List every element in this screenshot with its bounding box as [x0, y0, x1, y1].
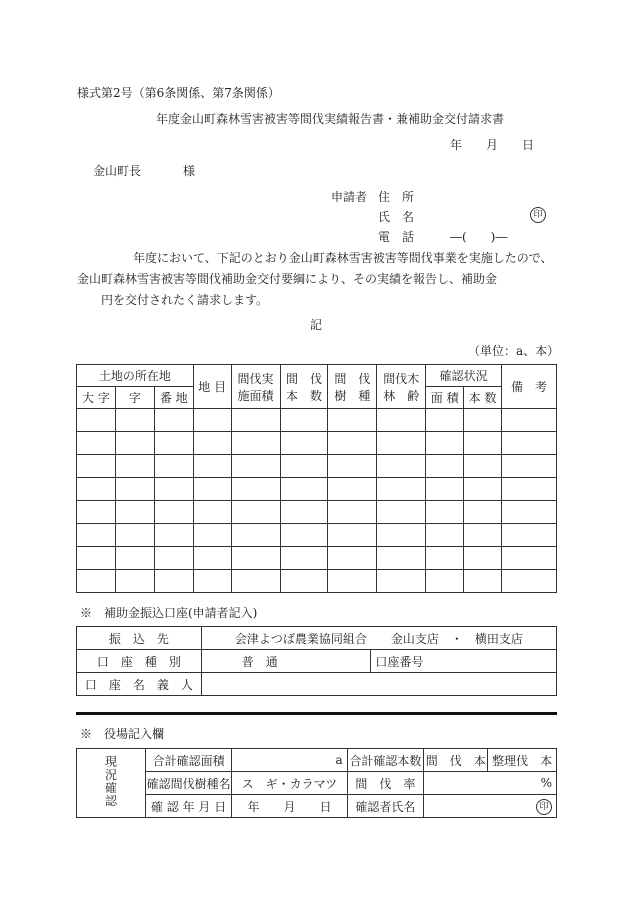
- seal-icon: 印: [530, 207, 546, 223]
- date-year: 年: [450, 138, 463, 152]
- account-number-cell[interactable]: [371, 650, 557, 673]
- address-label: 住 所: [378, 190, 415, 204]
- transfer-to-value: 会津よつば農業協同組合 金山支店 ・ 横田支店: [201, 627, 556, 650]
- confirm-area-header: 面 積: [426, 387, 464, 409]
- body-line-1: 年度において、下記のとおり金山町森林雪害被害等間伐事業を実施したので、: [133, 251, 553, 265]
- office-table: [76, 748, 557, 818]
- ki-label: 記: [310, 318, 323, 332]
- applicant-label: 申請者: [331, 190, 368, 204]
- seal-icon: 印: [536, 799, 552, 815]
- body-line-3: 円を交付されたく請求します。: [101, 293, 269, 307]
- table-row: [77, 478, 557, 501]
- chimoku-header: 地 目: [193, 365, 231, 409]
- table-row: [77, 432, 557, 455]
- location-group-header: 土地の所在地: [77, 365, 194, 387]
- table-row: [77, 501, 557, 524]
- form-number: 様式第2号（第6条関係、第7条関係）: [77, 86, 280, 100]
- addressee: 金山町長: [93, 164, 142, 178]
- confirm-count-header: 本 数: [464, 387, 502, 409]
- account-holder-label: 口 座 名 義 人: [77, 673, 202, 696]
- date-day: 日: [522, 138, 535, 152]
- total-count-label: 合計確認本数: [347, 749, 423, 772]
- account-type-label: 口 座 種 別: [77, 650, 202, 673]
- account-holder-value[interactable]: [201, 673, 556, 696]
- transfer-to-label: 振 込 先: [77, 627, 202, 650]
- area-header: 間伐実施面積: [231, 365, 280, 409]
- account-type-value: 普 通: [201, 650, 371, 673]
- vertical-label: 現況確認: [77, 749, 146, 818]
- account-number-label: 口座番号: [375, 654, 424, 669]
- total-area-label: 合計確認面積: [146, 749, 232, 772]
- total-area-unit[interactable]: a: [232, 749, 347, 772]
- phone-label: 電 話: [378, 230, 415, 244]
- table-row: [77, 409, 557, 432]
- count-header: 間 伐本 数: [280, 365, 328, 409]
- bank-section-label: ※ 補助金振込口座(申請者記入): [80, 606, 258, 620]
- honorific: 様: [183, 164, 196, 178]
- divider: [76, 712, 557, 715]
- aza-header: 字: [115, 387, 154, 409]
- rate-unit[interactable]: %: [424, 772, 557, 795]
- species-header: 間 伐樹 種: [328, 365, 377, 409]
- confirmer-cell[interactable]: [424, 795, 557, 818]
- date-value[interactable]: 年 月 日: [232, 795, 347, 818]
- date-label: 確 認 年 月 日: [146, 795, 232, 818]
- document-title: 年度金山町森林雪害被害等間伐実績報告書・兼補助金交付請求書: [156, 112, 505, 126]
- body-text: [77, 248, 557, 311]
- main-table: [76, 364, 557, 593]
- table-row: [77, 455, 557, 478]
- adjusted-label[interactable]: 整理伐 本: [488, 749, 557, 772]
- body-line-2: 金山町森林雪害被害等間伐補助金交付要綱により、その実績を報告し、補助金: [77, 272, 498, 286]
- office-section-label: ※ 役場記入欄: [80, 727, 165, 741]
- oaza-header: 大 字: [77, 387, 116, 409]
- confirm-group-header: 確認状況: [426, 365, 502, 387]
- name-label: 氏 名: [378, 210, 415, 224]
- species-value: ス ギ・カラマツ: [232, 772, 347, 795]
- confirmer-label: 確認者氏名: [347, 795, 423, 818]
- species-label: 確認間伐樹種名: [146, 772, 232, 795]
- remarks-header: 備 考: [502, 365, 557, 409]
- bank-table: [76, 626, 557, 696]
- age-header: 間伐木林 齢: [377, 365, 426, 409]
- unit-label: （単位：a、本）: [468, 344, 560, 358]
- rate-label: 間 伐 率: [347, 772, 423, 795]
- phone-format: ―( )―: [450, 230, 508, 244]
- table-row: [77, 524, 557, 547]
- table-row: [77, 570, 557, 593]
- table-row: [77, 547, 557, 570]
- date-month: 月: [486, 138, 499, 152]
- thinned-label[interactable]: 間 伐 本: [424, 749, 488, 772]
- banchi-header: 番 地: [154, 387, 193, 409]
